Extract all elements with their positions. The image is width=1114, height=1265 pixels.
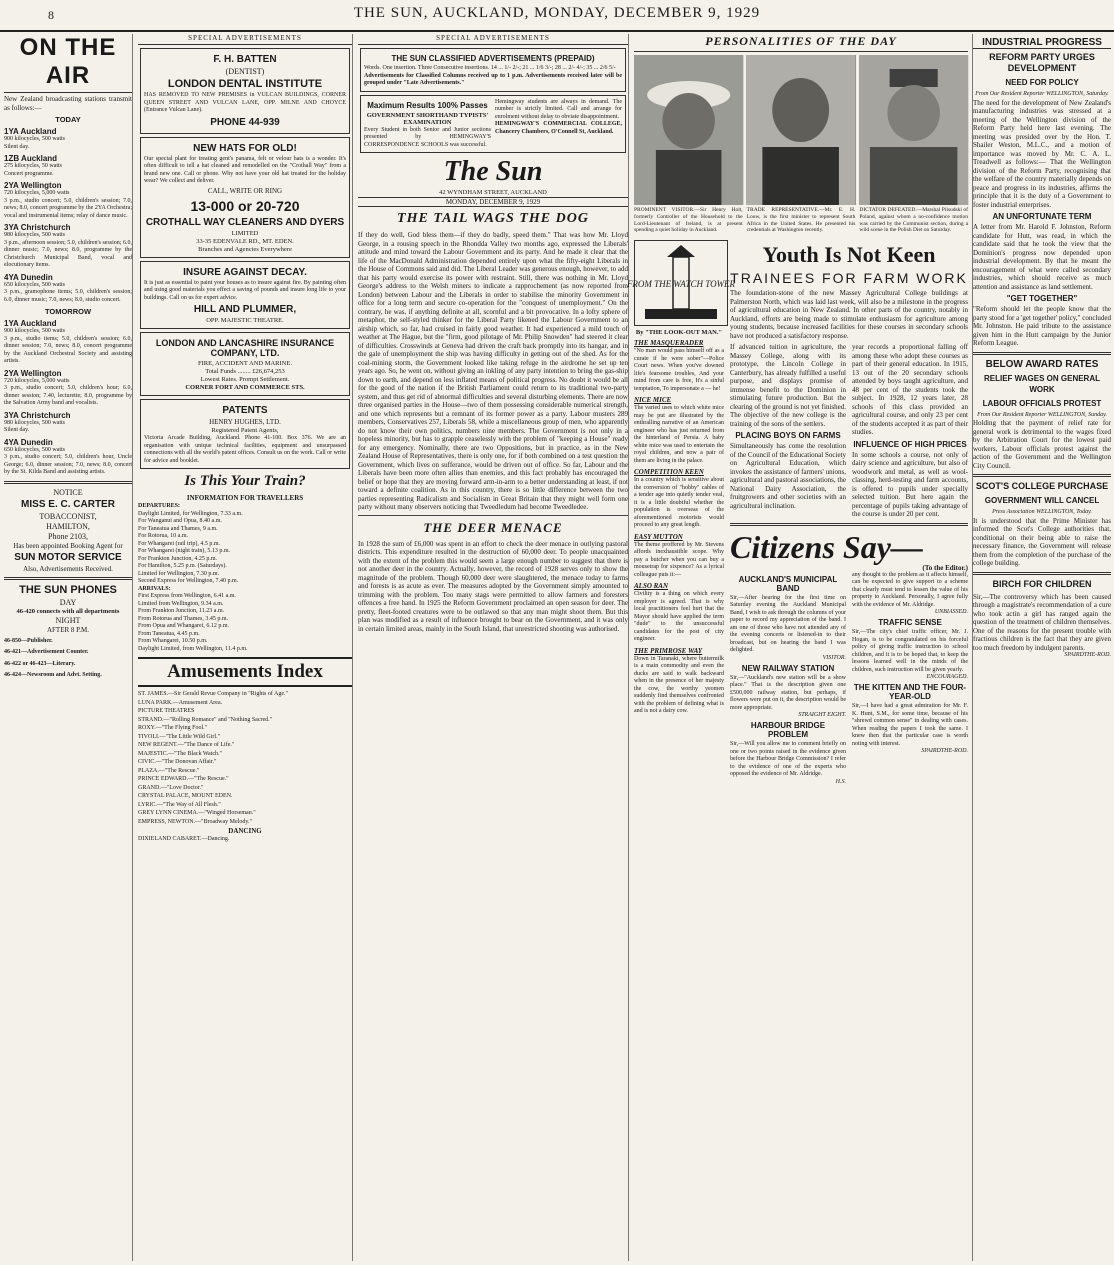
train-entry: For Rotorua, 10 a.m. bbox=[138, 533, 188, 539]
hats-heading: NEW HATS FOR OLD! bbox=[193, 142, 297, 154]
special-ads-label: SPECIAL ADVERTISEMENTS bbox=[138, 34, 352, 45]
hats-text: Our special plant for treating gent's panama, felt or velour hats is a wonder. It's often difficult to tell a hat cleaned and remodelled on the "Crothall Way" from a brand new one. Call or phone. Why not have your old hat treated for the holiday wear? We collect and deliver. bbox=[144, 155, 346, 184]
dancing-label: DANCING bbox=[228, 827, 262, 835]
train-entry: From Opua and Whangarei, 6.12 p.m. bbox=[138, 623, 230, 629]
letter-text: Sir,—Will you allow me to comment briefly on one or two points raised in the evidence given before the Harbour Bridge Commission? I refer to the evidence of one of the experts who opposed the evidence of Mr. Aldridge. bbox=[730, 741, 846, 778]
notice-label: NOTICE bbox=[53, 487, 83, 497]
patents-sub: Registered Patent Agents, bbox=[211, 427, 279, 434]
watchtower-section-text: The varied uses to which white mice may be put are illustrated by the enthralling narrative of an American engineer who has just returned from the hinterland of Persia. A baby white mice was used to entertain the royal children, and now a pair of them are living in the palace. bbox=[634, 405, 724, 464]
insure-heading: INSURE AGAINST DECAY. bbox=[183, 266, 307, 278]
together-heading: "GET TOGETHER" bbox=[1006, 294, 1078, 303]
station-wave: 720 kilocycles, 5,000 watts bbox=[4, 377, 70, 384]
caption-pilsudski: DICTATOR DEFEATED.—Marshal Pilsudski of Poland, against whom a no-confidence motion was carried by the Communist section, during a wild scene in the Polish Diet on Saturday. bbox=[859, 207, 969, 234]
watchtower-byline: By "THE LOOK-OUT MAN." bbox=[635, 329, 723, 337]
insure-text: It is just as essential to paint your houses as to insure against fire. By painting often and using good materials you effect a saving of pounds and insure long life to your buildings. Call on us for expert advice. bbox=[144, 279, 346, 301]
tomorrow-label: TOMORROW bbox=[44, 307, 92, 316]
classified-heading: THE SUN CLASSIFIED ADVERTISEMENTS (PREPAID) bbox=[391, 54, 595, 63]
caption-holt: PROMINENT VISITOR.—Sir Henry Holt, formerly Controller of the Household to the Lord-Lieutenant of Ireland, is at present spending a quiet holiday in Auckland. bbox=[634, 207, 743, 234]
station-wave: 900 kilocycles, 500 watts bbox=[4, 136, 65, 142]
train-entry: From Frankton Junction, 11.23 a.m. bbox=[138, 608, 225, 614]
youth-left: If advanced tuition in agriculture, the Massey College, along with its prototype, the Lincoln College in Canterbury, has already fulfilled a useful purpose, and displays promise of immense benefit to the Dominion in stimulating future production. But the clearing of the ground is not yet finished. The objective of the new college is the training of the sons of the settlers. bbox=[730, 343, 846, 428]
crothall-phones: 13-000 or 20-720 bbox=[190, 197, 300, 214]
placing-text: Simultaneously has come the resolution of the Council of the Educational Society on Agricultural Education, which invokes the assistance of farmers' unions, agricultural and pastoral associations, the National Dairy Association, the fruitgrowers and other societies with an agricultural inclination. bbox=[730, 442, 846, 510]
train-entry: From Taneatua, 4.45 p.m. bbox=[138, 630, 200, 637]
station-text: 3 p.m., studio concert; 5.0, children's session; 7.0, news; 8.0, concert programme by the 2YA Orchestra; vocal and instrumental items; relay of dance music. bbox=[4, 197, 132, 219]
sun-phones-night: NIGHT bbox=[55, 615, 81, 625]
station-name: 4YA Dunedin bbox=[4, 272, 53, 282]
hemingway-right: Hemingway students are always in demand. The number is strictly limited. Call and arrange for enrolment without delay to obviate disappointment. bbox=[495, 98, 622, 120]
carter-name: MISS E. C. CARTER bbox=[21, 498, 115, 510]
letter-heading: TRAFFIC SENSE bbox=[878, 618, 942, 628]
watchtower-section-text: "No man would pass himself off as a curate if he were sober"—Police Court news. When you've downed life's fearsome troubles, And your mind from care is free, It's a sinful temptation, To impersonate a — he! bbox=[634, 348, 724, 392]
watchtower-section-text: Civility is a thing on which every employer is agreed. That is why local practitioners feel hurt that the Mayor should have applied the term "dude" to the unsuccessful candidates for the post of city engineer. bbox=[634, 591, 724, 643]
labour-heading: LABOUR OFFICIALS PROTEST bbox=[982, 398, 1102, 408]
station-name: 3YA Christchurch bbox=[4, 223, 71, 232]
letter-signature: H.S. bbox=[835, 778, 846, 785]
station-wave: 900 kilocycles, 500 watts bbox=[4, 328, 65, 334]
carter-also: Also, Advertisements Received. bbox=[23, 564, 113, 573]
batten-text: HAS REMOVED TO NEW PREMISES in VULCAN BUILDINGS, CORNER QUEEN STREET AND VULCAN LANE, OPP. MILNE AND CHOYCE (Entrance Vulcan Lane). bbox=[144, 92, 346, 113]
station-name: 2YA Wellington bbox=[4, 368, 62, 378]
amusement-entry: CIVIC.—"The Donovan Affair." bbox=[138, 759, 217, 765]
carter-place: HAMILTON, bbox=[46, 521, 90, 531]
photo-marshal-pilsudski bbox=[859, 55, 968, 205]
column-features bbox=[626, 34, 969, 1261]
watchtower-logo bbox=[626, 240, 736, 326]
hill-plummer-name: HILL AND PLUMMER, bbox=[193, 304, 297, 315]
hemingway-ad bbox=[360, 95, 626, 154]
column-on-the-air bbox=[4, 34, 133, 1261]
patents-heading: PATENTS bbox=[222, 405, 268, 416]
london-sub: FIRE, ACCIDENT AND MARINE. bbox=[198, 360, 292, 367]
train-entry: First Express from Wellington, 6.41 a.m. bbox=[138, 593, 236, 599]
amusement-entry: PICTURE THEATRES bbox=[138, 708, 195, 714]
youth-heading: Youth Is Not Keen bbox=[762, 242, 936, 268]
caption-louw: TRADE REPRESENTATIVE.—Mr. E. H. Louw, is the first minister to represent South Africa in the United States. He presented his credentials at Washington recently. bbox=[746, 207, 856, 234]
reform-from: From Our Resident Reporter WELLINGTON, Saturday. bbox=[975, 91, 1109, 97]
letter-signature: ENCOURAGED. bbox=[926, 674, 968, 681]
citizens-heading: Citizens Say— bbox=[730, 528, 923, 565]
station-name: 1ZB Auckland bbox=[4, 154, 58, 163]
watchtower-label: FROM THE WATCH TOWER bbox=[626, 279, 736, 290]
watchtower-section-head: ALSO RAN bbox=[634, 582, 669, 591]
relief-heading: RELIEF WAGES ON GENERAL WORK bbox=[983, 373, 1100, 394]
arrivals-label: ARRIVALS: bbox=[138, 585, 171, 592]
below-award-heading: BELOW AWARD RATES bbox=[985, 358, 1099, 370]
phone-line: 46-422 or 46-423—Literary. bbox=[4, 660, 76, 667]
need-heading: NEED FOR POLICY bbox=[1005, 78, 1079, 87]
amusement-entry: NEW REGENT.—"The Dance of Life." bbox=[138, 742, 235, 748]
sun-address: 42 WYNDHAM STREET, AUCKLAND bbox=[439, 189, 547, 196]
deer-text: In 1928 the sum of £6,000 was spent in an effort to check the deer menace in outlying pastoral districts. This expenditure resulted in the destruction of 60,000 deer. To people unacquainted with the extent of the problem this would seem a large enough number to suggest that there is not another deer in the country. Actually, however, the record of 1928 serves only to show the magnitude of the problem. Though 60,000 deer were slaughtered, the menace today to farms and forests is as acute as ever. The measures adopted by the Government simply amounted to trimming with the problem. Too many stags were permitted to allow farmers and foresters offences a free hand. In 1925 the Reform Government proclaimed an open season for deer. The pretty, fleet-footed creatures were to be outlawed so that any man might shoot them. But this plan was modified as a result of influence brought to bear on the Government, and it was only in certain limited areas, mainly in the South Island, that unrestricted shooting was authorised. bbox=[358, 539, 628, 633]
watchtower-column bbox=[626, 238, 736, 785]
amusement-entry: GRAND.—"Love Doctor." bbox=[138, 784, 204, 791]
london-rates: Lowest Rates. Prompt Settlement. bbox=[200, 376, 290, 383]
amusements-list bbox=[138, 691, 352, 826]
carter-occupation: TOBACCONIST, bbox=[39, 511, 97, 521]
london-name: LONDON AND LANCASHIRE INSURANCE COMPANY, LTD. bbox=[155, 338, 335, 358]
influence-heading: INFLUENCE OF HIGH PRICES bbox=[853, 439, 967, 449]
watchtower-section-head: THE PRIMROSE WAY bbox=[634, 646, 703, 655]
special-ads-label-2: SPECIAL ADVERTISEMENTS bbox=[358, 34, 628, 45]
hemingway-college: HEMINGWAY'S COMMERCIAL COLLEGE, Chancery Chambers, O'Connell St, Auckland. bbox=[495, 121, 622, 135]
train-entry: For Taneatua and Thames, 9 a.m. bbox=[138, 525, 218, 532]
amusement-entry: MAJESTIC.—"The Black Watch." bbox=[138, 750, 222, 757]
train-entry: From Whangarei, 10.50 p.m. bbox=[138, 638, 208, 644]
train-entry: Daylight Limited, from Wellington, 11.4 p.m. bbox=[138, 645, 248, 652]
personalities-heading: PERSONALITIES OF THE DAY bbox=[634, 34, 968, 52]
departures-list bbox=[138, 511, 352, 586]
letter-signature: SPAIRDTHE-ROD. bbox=[921, 748, 968, 755]
unfortunate-text: A letter from Mr. Harold F. Johnston, Reform candidate for Hutt, was read, in which the candidate said that he took the view that the Dominion's progress now depended upon industrial development. By that he meant the encouragement of what were called secondary industries, which should receive as much attention and assistance as land settlement. bbox=[973, 223, 1111, 291]
photo-sir-henry-holt bbox=[634, 55, 743, 205]
youth-article bbox=[730, 238, 968, 785]
station-text: Silent day. bbox=[4, 143, 30, 150]
station-text: 3 p.m., studio concert; 5.0, children's hour; 6.0, dinner session; 7.40, lecturette; 8.0, programme by the Salvation Army band and vocalists. bbox=[4, 385, 132, 406]
letter-signature: UNBIASSED. bbox=[934, 609, 968, 616]
birch-heading: BIRCH FOR CHILDREN bbox=[992, 578, 1092, 589]
amusement-entry: ROXY.—"The Flying Fool." bbox=[138, 725, 208, 731]
deer-heading: THE DEER MENACE bbox=[423, 519, 563, 535]
batten-ad bbox=[140, 48, 350, 134]
classified-ad bbox=[360, 48, 626, 92]
watchtower-section-text: Down in Taranaki, where buttermilk is a main commodity and even the ducks are said to walk backward when in the presence of her majesty the cow, the worthy yeomen suddenly find themselves confronted with the problem of defining what is and is not a dairy cow. bbox=[634, 655, 724, 715]
crothall-address: 33-35 EDENVALE RD., MT. EDEN. bbox=[196, 237, 294, 245]
station-wave: 650 kilocycles, 500 watts bbox=[4, 446, 65, 453]
leader-heading: THE TAIL WAGS THE DOG bbox=[397, 211, 589, 226]
letter-heading: AUCKLAND'S MUNICIPAL BAND bbox=[738, 574, 838, 593]
letter-heading: THE KITTEN AND THE FOUR-YEAR-OLD bbox=[853, 683, 967, 702]
station-text: 3 p.m., afternoon session; 5.0, children's session; 6.0, dinner music; 7.0, news; 8.0, programme by the Christchurch Municipal Band, vocal and elocutionary items. bbox=[4, 239, 132, 268]
sun-phones-day: DAY bbox=[59, 597, 77, 607]
hill-plummer-ad bbox=[140, 261, 350, 330]
relief-text: Holding that the payment of relief rate for general work is detrimental to the wages fixed by the Arbitration Court for the lowest paid workers, Labour officials protest against the action of the Government and the Wellington City Council. bbox=[973, 419, 1111, 470]
crothall-limited: LIMITED bbox=[231, 229, 259, 237]
patents-text: Victoria Arcade Building, Auckland. Phone 41-100. Box 376. We are an organisation with unique technical facilities, equipment and unsurpassed connections with all the world's patent offices. Consult us on the work. Call or write for advice and booklet. bbox=[144, 435, 346, 464]
birch-text: Sir,—The controversy which has been caused through a magistrate's recommendation of a cure who took actin a girl has ranged again the question of the treatment of children themselves. One of the reasons for the present trouble with fractious children is the fact that they are given too much freedom by indulgent parents. bbox=[973, 592, 1111, 652]
sun-phones-heading: THE SUN PHONES bbox=[19, 583, 117, 596]
classified-note: Advertisements for Classified Columns received up to 1 p.m. Advertisements received later will be grouped under "Late Advertisements." bbox=[364, 72, 622, 86]
london-corner: CORNER FORT AND COMMERCE STS. bbox=[185, 384, 305, 391]
letter-text: Sir,—The city's chief traffic officer, Mr. J. Hogan, is to be congratulated on his forceful policy of giving traffic instruction to school children, and it is to be hoped that, to keep the lessons learned well in the minds of the children, such instruction will be given yearly. bbox=[852, 629, 968, 673]
govt-cancel-heading: GOVERNMENT WILL CANCEL bbox=[984, 496, 1100, 505]
letter-heading: NEW RAILWAY STATION bbox=[741, 663, 835, 673]
scots-text: It is understood that the Prime Minister has informed the Scot's College authorities that, conditional on their being able to raise the necessary finance, the Government will release them from the completion of the purchase of the college building. bbox=[973, 516, 1111, 567]
reform-text: The need for the development of New Zealand's manufacturing industries was stressed at a meeting of the Wellington division of the Reform Party held here last evening. The meeting was presided over by the Hon. T. Shailer Weston, M.L.C., and a motion of importance was moved by Mr. C. A. L. Treadwell as follows:— That the Wellington division of the Reform Party, recognising that the welfare of the country materially depends on peace and progress in its industries, affirms the principle that it is the duty of a Government to foster industrial enterprises. bbox=[973, 98, 1111, 209]
letter-text: Sir,—I have had a great admiration for Mr. F. K. Hunt, S.M., for some time, because of his "shrewd common sense" in dealing with cases. When reading the papers I took the same. I knew then that the particular case is worth noting with interest. bbox=[852, 703, 968, 747]
hemingway-exam: GOVERNMENT SHORTHAND TYPISTS' EXAMINATION bbox=[366, 111, 489, 126]
amusement-entry: ST. JAMES.—Sir Gerald Revue Company in "Rights of Age." bbox=[138, 691, 288, 697]
station-name: 1YA Auckland bbox=[4, 127, 57, 136]
personality-captions bbox=[634, 207, 968, 234]
hemingway-results: Maximum Results 100% Passes bbox=[367, 100, 488, 110]
station-name: 1YA Auckland bbox=[4, 319, 57, 328]
today-label: TODAY bbox=[55, 115, 81, 124]
sun-phones-after: AFTER 8 P.M. bbox=[46, 625, 89, 634]
leader-text: If they do well, God bless them—if they do badly, speed them." That was how Mr. Lloyd George, in a rousing speech in the Rhondda Valley two months ago, expressed the Liberals' attitude and mind toward the Labour Government and its party. And he made it clear that the life of the MacDonald Administration depended entirely upon what the fifty-eight Liberals in the House of Commons said and did. The Liberal Leader was generous enough, however, to add that his party would exercise its power with restraint. Still, there was nothing in Mr. Lloyd George's address to the Welsh miners to indicate a rapprochement (as now reported from London) between Labour and the Liberals in order to stabilise the minority Government in office for a long term and secure co-operation for the "conquest of unemployment." On the contrary, he was, if anything definite at all, scornful and a bit provocative. In a lofty sphere of metaphor, the self-styled thinker for the Liberal Party likened the Labour Government to an airship which, so far, had cruised in fairly good weather. It had experienced a mild touch of weather at The Hague, but the "firm, good pilotage of Mr. Philip Snowden" had steered it clear of difficulties. Crosswinds at Geneva had driven the craft back promptly into its hangar, and in the gale of unemployment the ship was having difficulty in getting out of the shed. As for the coal-mining storm, the Government looked like taking refuge in the airdrome he set up ten years ago. So, he went on, without giving an inkling of any party intention to bring the gas-ship down to earth, and depend on less inflated means of political progress. No doubt it would be all for the good of the nation if the British Parliament could return to its traditional two-party system, and thus get rid of abnormal difficulties and several disturbing elements. There are now three organised parties in the House—two of them possessing considerable numerical strength, and one which represents but a remnant of its former power as a party. Labour musters 289 members, Conservatives 257, Liberals 58, while a miscellaneous group of men, who apparently do not know their own politics, numbers nine members. The Government is not only in a hopeless minority, but has to grapple ceaselessly with the problem of "keeping a House" ready for any emergency. Nominally, there are two Oppositions, but in practice, as in the New Zealand House of Representatives, there is only one, for if both combined on a test question the Government, which lives on sufferance, would be driven out of office. So far, Labour and the Liberals have been more often allies than enemies, and this fact probably has encouraged the belief or hope that they are moving forward arm-in-arm to a better understanding at least, if not toward a definite coalition. As in this country, there is so little difference between the two parties representing Radicalism and Socialism in Great Britain that they might well form one party without many observers noticing that Tweedledum had become Tweedledee. bbox=[358, 231, 628, 511]
station-wave: 650 kilocycles, 500 watts bbox=[4, 281, 65, 288]
industrial-heading: INDUSTRIAL PROGRESS bbox=[973, 37, 1111, 49]
letter-signature: VISITOR. bbox=[822, 654, 846, 661]
batten-name: F. H. BATTEN bbox=[213, 54, 277, 65]
watchtower-sections bbox=[634, 339, 724, 716]
crothall-branches: Branches and Agencies Everywhere bbox=[198, 245, 292, 253]
masthead-title: THE SUN, AUCKLAND, MONDAY, DECEMBER 9, 1929 bbox=[353, 5, 761, 21]
watchtower-section-head: COMPETITION KEEN bbox=[634, 468, 704, 477]
station-text: 3 p.m., studio concert; 5.0, children's hour, Uncle George; 6.0, dinner session; 7.0, news; 8.0, concert by the St. Kilda Band and assisting artists. bbox=[4, 454, 132, 475]
amusement-entry: GREY LYNN CINEMA.—"Winged Horseman." bbox=[138, 810, 256, 816]
masthead bbox=[0, 0, 1114, 32]
column-editorial bbox=[358, 34, 629, 1261]
amusement-entry: PRINCE EDWARD.—"The Rescue." bbox=[138, 776, 229, 782]
letter-text: Sir,—"Auckland's new station will be a show place." That is the description given one £500,000 railway station, but perhaps, if flowers were put on it, the description would be more appropriate. bbox=[730, 674, 846, 711]
phone-line: 46-850—Publisher. bbox=[4, 637, 53, 644]
citizens-letters bbox=[730, 572, 968, 785]
departures-label: DEPARTURES: bbox=[138, 503, 181, 509]
page-number: 8 bbox=[48, 8, 54, 22]
station-wave: 720 kilocycles, 5,000 watts bbox=[4, 190, 70, 196]
phone-line: 46-421—Advertisement Counter. bbox=[4, 649, 89, 655]
train-entry: For Hamilton, 5.25 p.m. (Saturdays). bbox=[138, 563, 227, 569]
youth-right: year records a proportional falling off among these who adopt these courses as part of their general education. In 1915, 13 out of the 20 secondary schools attended by boys taught agriculture, and 48 per cent of the students took the subject. In 1928, 12 years later, 28 schools of this class provided an agricultural course, and only 23 per cent of the students accepted it as part of their studies. bbox=[852, 343, 968, 437]
letter-signature: STRAIGHT EIGHT. bbox=[798, 712, 846, 719]
letter-text: Sir,—After hearing for the first time on Saturday evening the Auckland Municipal Band, I wish to ask through the columns of your paper to record my appreciation of the band. I am one of those who have not attended any of the evening concerts or listened-in to their broadcast, but on hearing the band I was delighted. bbox=[730, 594, 846, 654]
influence-text: In some schools a course, not only of dairy science and agriculture, but also of woodwork and metal, as well as wool-classing, herd-testing and farm accounts, is offered to pupils under specially selected tuition. But here again the percentage of pupils taking advantage of the course is under 20 per cent. bbox=[852, 450, 968, 519]
carter-appointed: Has been appointed Booking Agent for bbox=[13, 541, 123, 550]
train-entry: For Wanganui and Opua, 8.40 a.m. bbox=[138, 518, 222, 524]
letter-heading: HARBOUR BRIDGE PROBLEM bbox=[750, 721, 826, 740]
train-entry: Second Express for Wellington, 7.40 p.m. bbox=[138, 578, 239, 584]
watchtower-section-text: The theme proffered by Mr. Stevens affords inexhaustible scope. Why pay a butcher when you can buy a mousetrap for sixpence? As a lyrical colleague puts it:— bbox=[634, 541, 724, 578]
train-entry: Daylight Limited, for Wellington, 7.33 a.m. bbox=[138, 510, 243, 517]
crothall-name: CROTHALL WAY CLEANERS AND DYERS bbox=[145, 216, 345, 228]
amusement-entry: EMPRESS, NEWTON.—"Broadway Melody." bbox=[138, 818, 252, 825]
watchtower-section-head: NICE MICE bbox=[634, 396, 672, 405]
amusements-heading: Amusements Index bbox=[138, 657, 352, 687]
sun-logo: The Sun bbox=[443, 156, 543, 187]
carter-phone: Phone 2103, bbox=[48, 531, 88, 541]
train-entry: For Frankton Junction, 4.25 p.m. bbox=[138, 555, 217, 562]
citizens-tote: (To the Editor.) bbox=[922, 563, 968, 572]
placing-heading: PLACING BOYS ON FARMS bbox=[735, 431, 841, 441]
dental-institute: LONDON DENTAL INSTITUTE bbox=[167, 78, 323, 90]
train-entry: From Rotorua and Thames, 3.45 p.m. bbox=[138, 615, 229, 622]
amusement-entry: PLAZA.—"The Rescue." bbox=[138, 767, 200, 774]
train-entry: Limited for Wellington, 7.30 p.m. bbox=[138, 570, 220, 577]
on-the-air-heading: ON THE AIR bbox=[4, 34, 132, 93]
sun-motor-service: SUN MOTOR SERVICE bbox=[14, 551, 122, 563]
amusement-entry: CRYSTAL PALACE, MOUNT EDEN. bbox=[138, 793, 233, 799]
sun-phones-day-line: 46-420 connects with all departments bbox=[16, 607, 120, 615]
sun-phones-lines bbox=[4, 638, 132, 680]
scots-from: Press Association WELLINGTON, Today. bbox=[992, 509, 1092, 515]
scots-heading: SCOT'S COLLEGE PURCHASE bbox=[975, 481, 1109, 491]
patents-ad bbox=[140, 399, 350, 469]
amusement-entry: STRAND.—"Rolling Romance" and "Nothing Sacred." bbox=[138, 716, 273, 723]
station-wave: 980 kilocycles, 500 watts bbox=[4, 419, 65, 426]
train-entry: Limited from Wellington, 9.34 a.m. bbox=[138, 600, 224, 607]
station-text: 3 p.m., gramophone items; 5.0, children's session; 6.0, dinner music; 7.0, news; 8.0, studio concert. bbox=[4, 289, 132, 303]
station-name: 2YA Wellington bbox=[4, 181, 62, 190]
arrivals-list bbox=[138, 593, 352, 653]
personality-photos bbox=[634, 55, 968, 205]
column-special-ads bbox=[138, 34, 353, 1261]
station-wave: 980 kilocycles, 500 watts bbox=[4, 232, 65, 238]
batten-phone: PHONE 44-939 bbox=[210, 116, 280, 128]
column-news bbox=[972, 34, 1111, 1261]
call-label: CALL, WRITE OR RING bbox=[207, 186, 283, 195]
train-entry: For Whangarei (night train), 5.13 p.m. bbox=[138, 548, 231, 554]
hill-plummer-address: OPP. MAJESTIC THEATRE. bbox=[206, 317, 284, 324]
youth-subheading: TRAINEES FOR FARM WORK bbox=[730, 270, 968, 287]
station-wave: 275 kilocycles, 50 watts bbox=[4, 163, 62, 169]
letter-text: any thought to the problem as it affects himself, can be expected to give support to a scheme that clearly must tend to lessen the value of his property to Auckland. Personally, I agree fully with the evidence of Mr. Aldridge. bbox=[852, 571, 968, 608]
station-text: Concert programme. bbox=[4, 170, 54, 177]
station-text: Silent day. bbox=[4, 427, 30, 433]
on-the-air-intro: New Zealand broadcasting stations transmit as follows:— bbox=[4, 95, 132, 112]
watchtower-section-head: THE MASQUERADER bbox=[634, 339, 704, 348]
classified-rates: Words. One insertion. Three Consecutive insertions. 14 ... 1/- 2/-; 21 ... 1/6 3/-; 28 ... 2/- 4/-; 35 ... 2/6 5/- bbox=[364, 65, 616, 71]
amusement-entry: TIVOLI.—"The Little Wild Girl." bbox=[138, 733, 221, 740]
watchtower-section-text: In a country which is sensitive about the conversion of "hobby" cables of a tender age into quietly tender veal, it is a little doubtful whether the population is overseas of the aforementioned motorists would proceed to any great length. bbox=[634, 477, 724, 529]
birch-signature: SPAIRDTHE-ROD. bbox=[1064, 652, 1111, 658]
station-name: 4YA Dunedin bbox=[4, 437, 53, 447]
sun-date: MONDAY, DECEMBER 9, 1929 bbox=[358, 197, 628, 207]
relief-from: From Our Resident Reporter WELLINGTON, Sunday. bbox=[977, 411, 1107, 418]
youth-intro: The foundation-stone of the new Massey Agricultural College buildings at Palmerston North, which was laid last week, will also be a milestone in the progress of agricultural education in New Zealand. In other parts of the country, notably in Auckland, efforts are being made to stimulate enthusiasm for agriculture among young students, because increased facilities for these courses in secondary schools have not produced a satisfactory response. bbox=[730, 289, 968, 340]
watchtower-section-head: EASY MUTTON bbox=[634, 532, 683, 541]
crothall-ad bbox=[140, 137, 350, 258]
dixieland: DIXIELAND CABARET.—Dancing. bbox=[138, 836, 230, 842]
batten-title: (DENTIST) bbox=[225, 67, 265, 76]
station-text: 3 p.m., studio items; 5.0, children's session; 6.0, dinner session; 7.0, news; 8.0, concert programme by the Auckland Orchestral Society and assisting artists. bbox=[4, 335, 132, 364]
tomorrow-station-list bbox=[4, 319, 132, 477]
unfortunate-heading: AN UNFORTUNATE TERM bbox=[992, 212, 1092, 221]
amusement-entry: LUNA PARK.—Amusement Area. bbox=[138, 699, 223, 706]
photo-mr-louw bbox=[746, 55, 855, 205]
hemingway-text: Every Student in both Senior and Junior sections presented by HEMINGWAY'S CORRESPONDENCE SCHOOLS was successful. bbox=[364, 126, 491, 148]
london-lancashire-ad bbox=[140, 332, 350, 396]
together-text: "Reform should let the people know that the party stood for a 'get together' policy," concluded Mr. Johnston. He paid tribute to the assistance given him in the Hutt campaign by the Junior Reform League. bbox=[973, 305, 1111, 347]
train-sub: INFORMATION FOR TRAVELLERS bbox=[186, 494, 304, 502]
phone-line: 46-424—Newsroom and Advt. Setting. bbox=[4, 672, 102, 678]
today-station-list bbox=[4, 127, 132, 304]
train-entry: For Whangarei (rail trip), 4.5 p.m. bbox=[138, 540, 221, 547]
amusement-entry: LYRIC.—"The Way of All Flesh." bbox=[138, 801, 221, 808]
patents-firm: HENRY HUGHES, LTD. bbox=[209, 418, 281, 426]
london-funds: Total Funds ........ £26,674,253 bbox=[205, 368, 285, 375]
train-heading: Is This Your Train? bbox=[184, 473, 306, 489]
station-name: 3YA Christchurch bbox=[4, 410, 71, 420]
reform-heading: REFORM PARTY URGES DEVELOPMENT bbox=[989, 52, 1095, 73]
